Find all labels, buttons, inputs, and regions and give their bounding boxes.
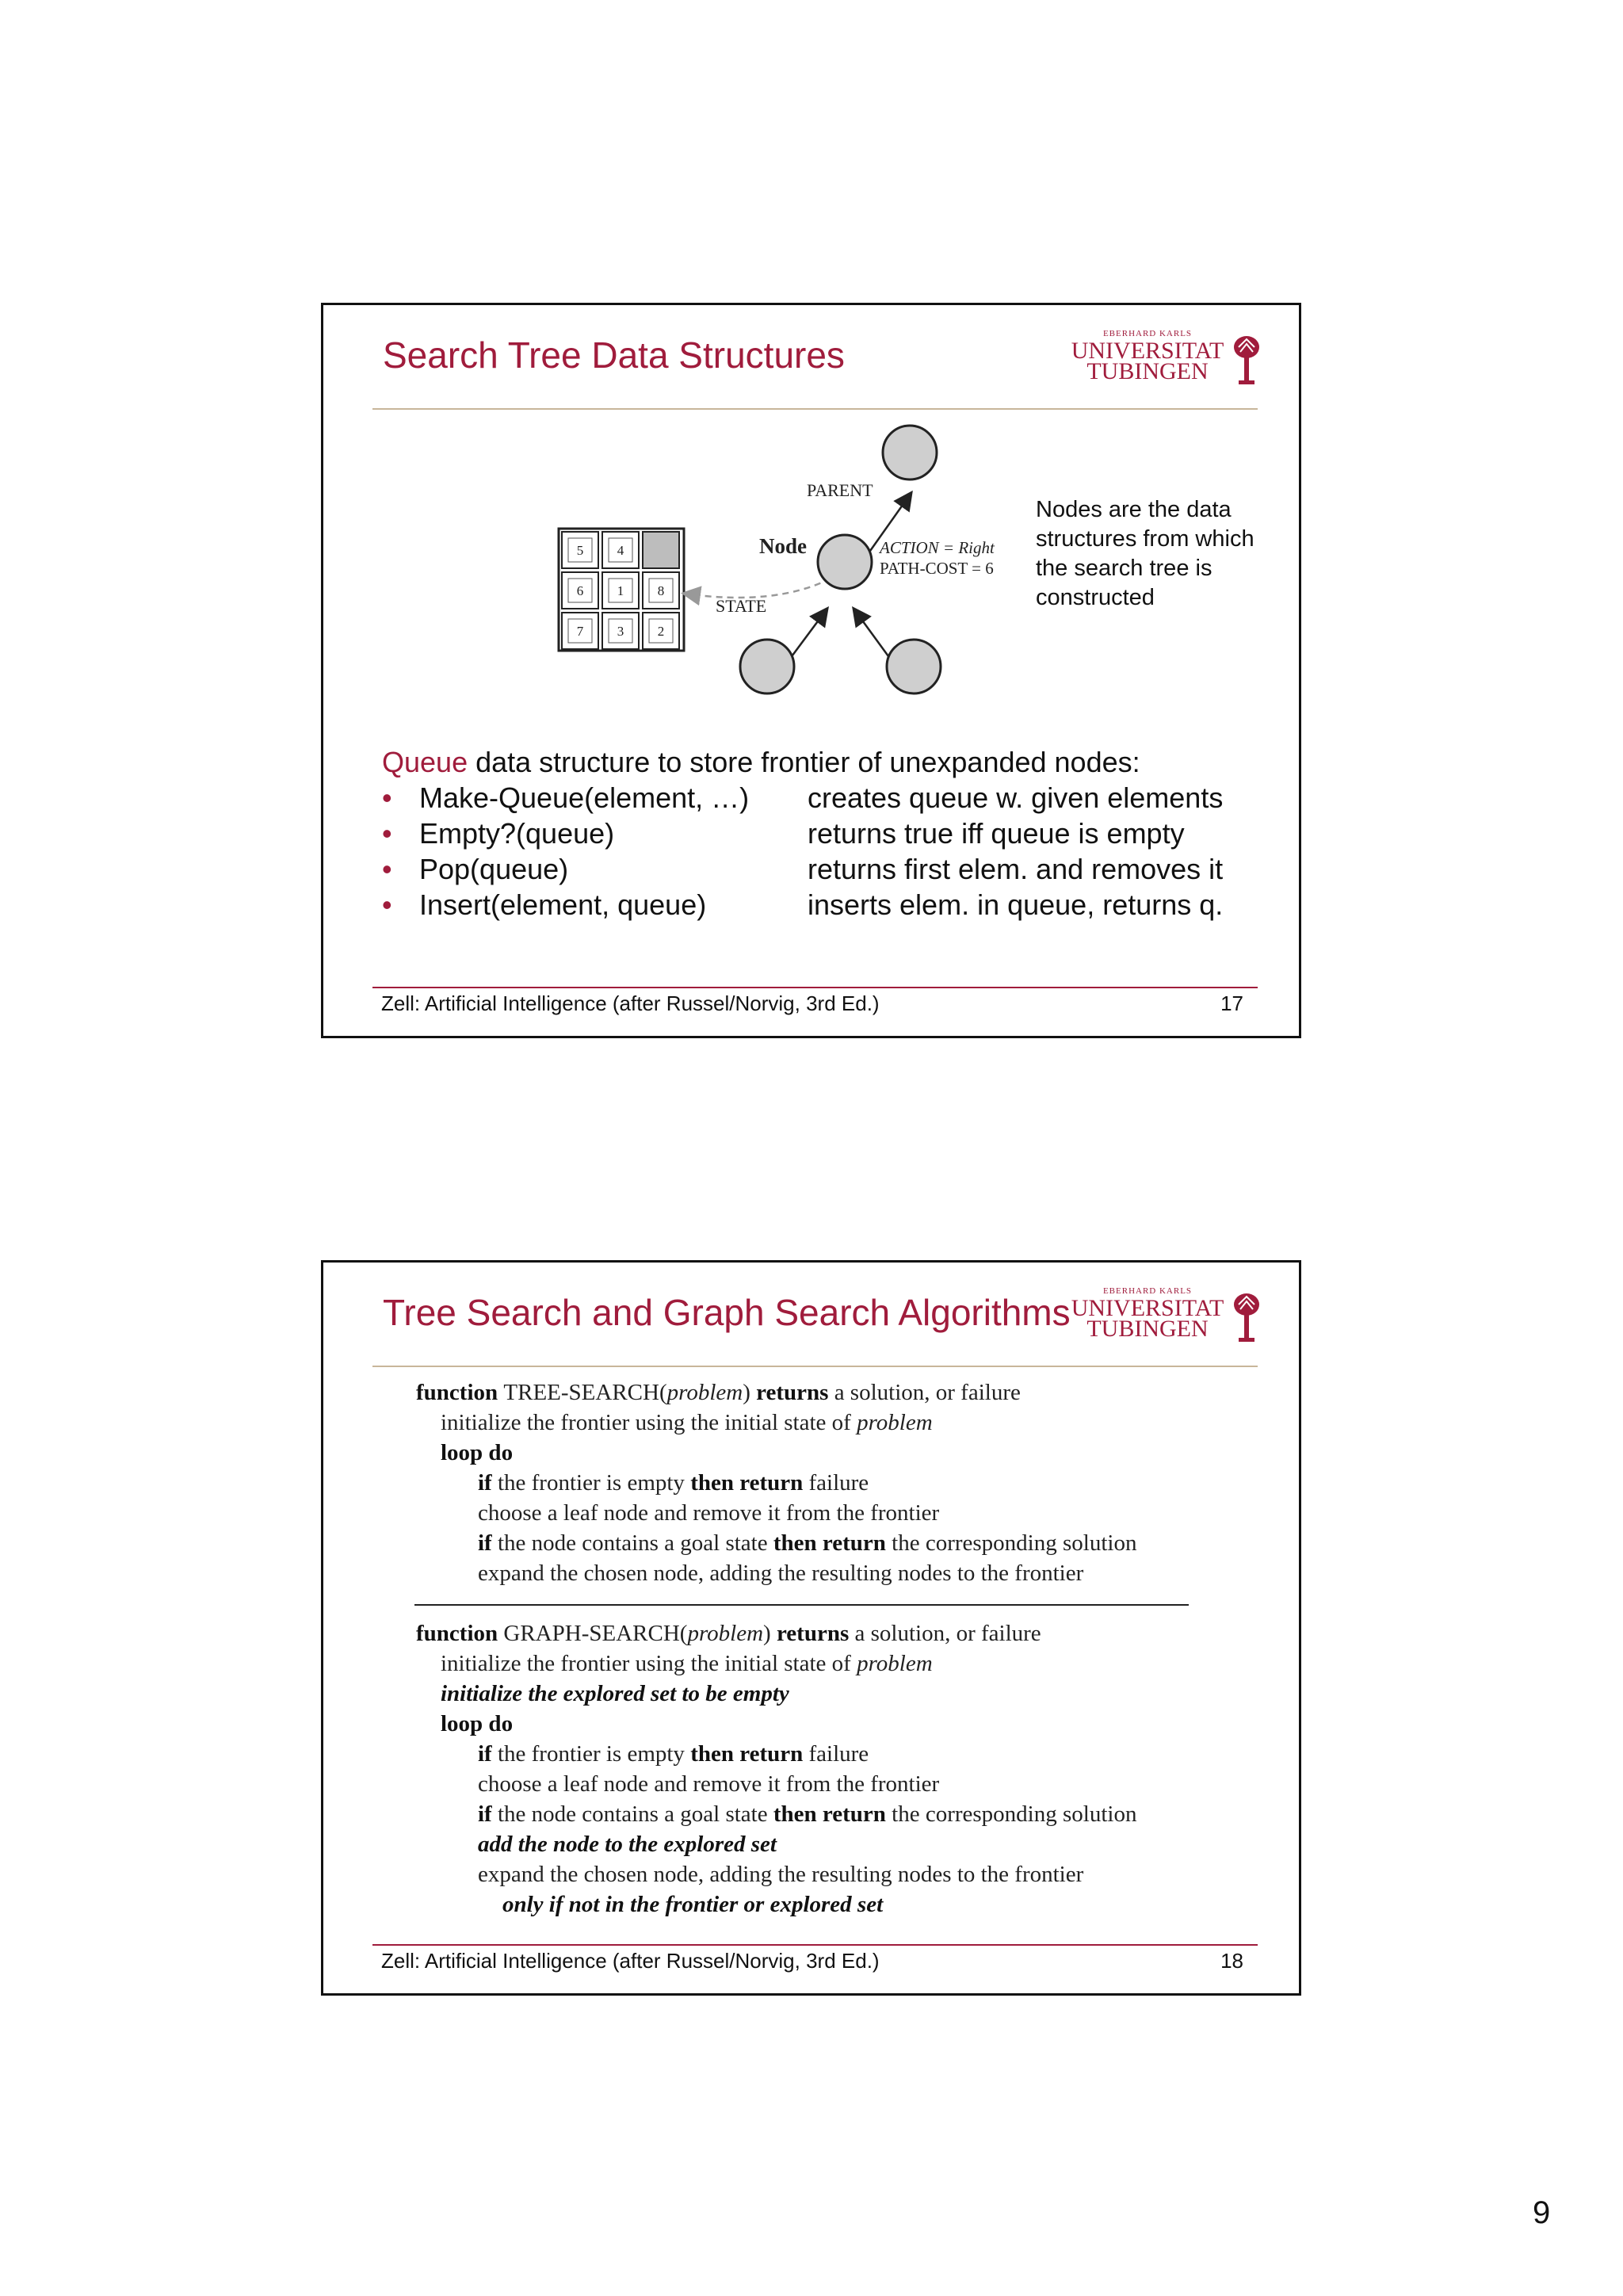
palm-tree-logo-icon [1231,333,1262,388]
keyword-if: if [478,1741,492,1767]
keyword-returns: returns [756,1380,829,1405]
algo-text: failure [808,1470,869,1496]
child-node-left [740,640,794,693]
operation-name: Empty?(queue) [419,817,615,850]
logo-line-city: TUBINGEN [1086,358,1209,384]
side-note-line: the search tree is [1036,556,1212,581]
state-pointer [685,579,831,598]
operation-description: returns true iff queue is empty [808,817,1185,850]
university-logo [1068,329,1274,386]
function-name: GRAPH-SEARCH [503,1621,680,1646]
logo-line-small: EBERHARD KARLS [1102,1286,1193,1296]
graph-search-goal-check [478,1801,1136,1828]
keyword-then-return: then return [690,1741,804,1767]
current-node [818,535,872,589]
graph-search-empty-check [478,1741,869,1767]
graph-search-expand [478,1862,1083,1888]
algo-text: expand the chosen node, adding the resulting nodes to the frontier [478,1862,1084,1887]
queue-keyword: Queue [382,746,468,778]
footer-divider [372,1944,1258,1946]
queue-intro-text: data structure to store frontier of unexpanded nodes: [468,746,1140,778]
tree-search-choose [478,1500,939,1526]
puzzle-tile-number: 1 [617,583,624,598]
slide-18 [321,1260,1301,1996]
function-arg: problem [666,1380,743,1405]
algo-arg: problem [857,1410,933,1435]
algo-text: the node contains a goal state [497,1801,768,1827]
bullet-icon: • [382,888,392,921]
tree-search-loop [441,1440,513,1466]
keyword-loop: loop do [441,1711,514,1736]
logo-line-city: TUBINGEN [1086,1316,1209,1342]
path-cost-label: PATH-COST = 6 [880,559,994,578]
side-note [1036,495,1289,613]
graph-search-choose [478,1771,939,1797]
queue-intro [382,746,1140,779]
state-label: STATE [716,596,767,616]
tree-search-goal-check [478,1530,1136,1557]
tree-search-expand [478,1561,1083,1587]
tree-search-empty-check [478,1470,869,1496]
operation-description: creates queue w. given elements [808,781,1224,814]
keyword-then-return: then return [773,1801,886,1827]
parent-node [883,426,937,479]
puzzle-tile-number: 6 [576,583,584,598]
graph-search-only-if [502,1892,883,1918]
algorithm-divider [414,1604,1189,1606]
keyword-if: if [478,1530,492,1556]
operation-name: Pop(queue) [419,853,569,885]
function-name: TREE-SEARCH [503,1380,659,1405]
algo-text: choose a leaf node and remove it from the frontier [478,1771,940,1797]
keyword-then-return: then return [773,1530,886,1556]
puzzle-tile-number: 8 [657,583,665,598]
graph-search-init [441,1651,933,1677]
slide-number: 18 [1220,1949,1243,1973]
graph-search-signature: function GRAPH-SEARCH(problem) returns a solution, or failure [416,1621,1041,1646]
keyword-returns: returns [776,1621,850,1646]
operation-description: inserts elem. in queue, returns q. [808,888,1224,921]
algo-text: initialize the explored set to be empty [441,1681,789,1706]
keyword-then-return: then return [690,1470,804,1496]
operation-name: Make-Queue(element, …) [419,781,750,814]
keyword-loop: loop do [441,1440,514,1465]
side-note-line: constructed [1036,585,1155,610]
logo-line-small: EBERHARD KARLS [1102,329,1193,338]
return-text: a solution, or failure [854,1621,1041,1646]
graph-search-init-explored [441,1681,789,1707]
bullet-icon: • [382,781,392,814]
side-note-line: Nodes are the data [1036,497,1232,522]
document-page-number: 9 [1533,2195,1551,2230]
child-node-right [887,640,941,693]
tree-search-signature: function TREE-SEARCH(problem) returns a solution, or failure [416,1380,1021,1405]
keyword-function: function [416,1380,498,1405]
action-label: ACTION = Right [880,538,995,557]
puzzle-blank-cell [643,532,679,568]
algo-text: initialize the frontier using the initial state of [441,1651,851,1676]
puzzle-tile-number: 3 [617,624,624,639]
title-divider [372,1366,1258,1367]
algo-arg: problem [857,1651,933,1676]
slide-footer: Zell: Artificial Intelligence (after Russel/Norvig, 3rd Ed.) [381,1949,880,1973]
algo-text: initialize the frontier using the initial state of [441,1410,851,1435]
algo-text: add the node to the explored set [478,1832,777,1857]
puzzle-tile-number: 4 [617,543,624,558]
function-arg: problem [687,1621,764,1646]
algo-text: the corresponding solution [892,1801,1137,1827]
footer-divider [372,987,1258,988]
keyword-if: if [478,1470,492,1496]
keyword-function: function [416,1621,498,1646]
algo-text: the corresponding solution [892,1530,1137,1556]
tree-search-init [441,1410,933,1436]
algo-text: failure [808,1741,869,1767]
puzzle-tile-number: 5 [576,543,584,558]
puzzle-tile-number: 2 [657,624,665,639]
node-label: Node [759,534,807,558]
slide-footer: Zell: Artificial Intelligence (after Russel/Norvig, 3rd Ed.) [381,991,880,1015]
slide-title: Tree Search and Graph Search Algorithms [383,1292,1071,1333]
bullet-icon: • [382,853,392,885]
graph-search-loop [441,1711,513,1737]
slide-number: 17 [1220,991,1243,1015]
keyword-if: if [478,1801,492,1827]
algo-text: the frontier is empty [497,1741,685,1767]
puzzle-grid [559,529,684,651]
algo-text: expand the chosen node, adding the resulting nodes to the frontier [478,1561,1084,1586]
slide-title: Search Tree Data Structures [383,334,845,376]
slide-17 [321,303,1301,1038]
algo-text: choose a leaf node and remove it from the frontier [478,1500,940,1526]
operation-description: returns first elem. and removes it [808,853,1224,885]
graph-search-add-explored [478,1832,777,1858]
algo-text: the node contains a goal state [497,1530,768,1556]
palm-tree-logo-icon [1231,1290,1262,1346]
logo-line-university: UNIVERSITAT [1071,1295,1224,1321]
operation-name: Insert(element, queue) [419,888,707,921]
puzzle-tile-number: 7 [576,624,584,639]
university-logo [1068,1286,1274,1343]
algo-text: only if not in the frontier or explored set [502,1892,884,1917]
parent-label: PARENT [807,480,873,500]
algo-text: the frontier is empty [497,1470,685,1496]
return-text: a solution, or failure [834,1380,1021,1405]
logo-line-university: UNIVERSITAT [1071,338,1224,364]
search-tree-diagram [323,305,1037,717]
bullet-icon: • [382,817,392,850]
side-note-line: structures from which [1036,526,1254,552]
